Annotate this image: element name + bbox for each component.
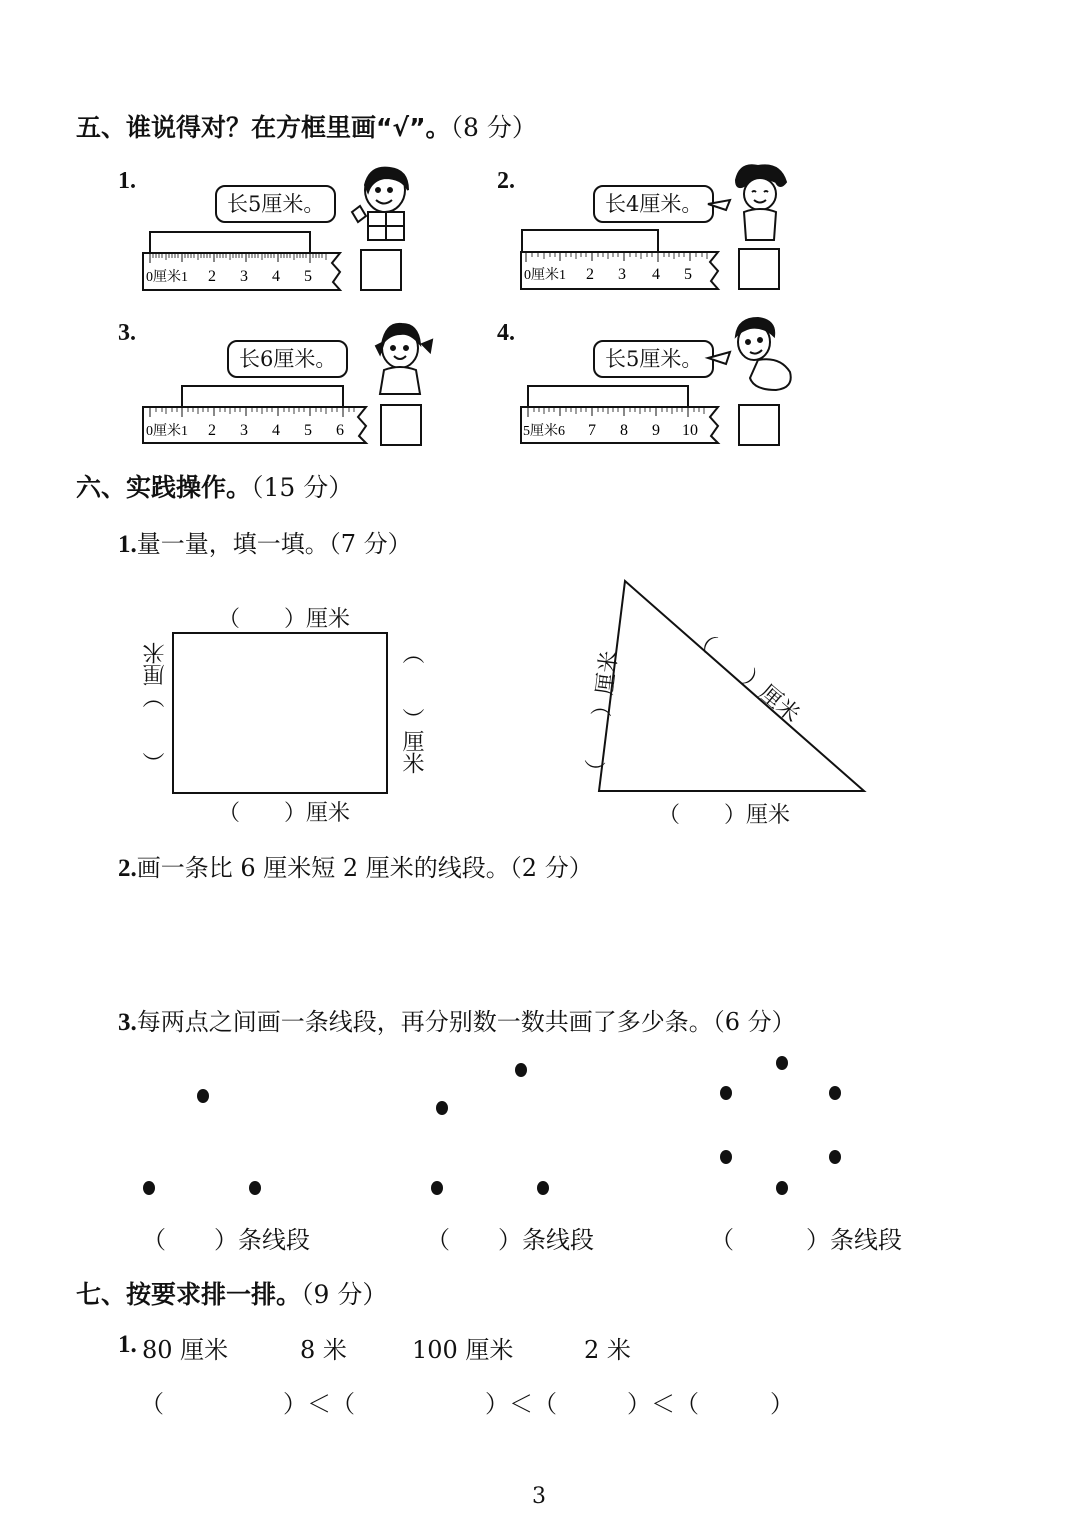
svg-text:6: 6 bbox=[336, 422, 344, 439]
order-slot-2[interactable] bbox=[345, 1384, 485, 1414]
q-number: 1. bbox=[118, 1331, 137, 1358]
group2-answer[interactable]: （ ）条线段 bbox=[426, 1226, 594, 1254]
q-number: 3. bbox=[118, 1009, 137, 1036]
speech-bubble: 长5厘米。 bbox=[215, 185, 336, 223]
svg-text:10: 10 bbox=[682, 422, 698, 439]
dot-group-1 bbox=[143, 1089, 261, 1195]
q-text: 画一条比 6 厘米短 2 厘米的线段。（2 分） bbox=[136, 854, 593, 882]
drawing-area[interactable] bbox=[118, 890, 918, 980]
svg-text:2: 2 bbox=[208, 422, 216, 439]
svg-text:3: 3 bbox=[240, 422, 248, 439]
svg-text:0厘米1: 0厘米1 bbox=[146, 270, 188, 285]
less-than-separator: ）＜（ bbox=[283, 1390, 355, 1418]
section6-q1 bbox=[118, 524, 412, 559]
less-than-separator: ）＜（ bbox=[485, 1390, 557, 1418]
speech-bubble: 长5厘米。 bbox=[593, 340, 714, 378]
q-text: 量一量，填一填。（7 分） bbox=[136, 530, 412, 558]
section7-q1-items bbox=[118, 1330, 137, 1359]
triangle-shape bbox=[590, 575, 875, 800]
length-item: 100 厘米 bbox=[412, 1336, 514, 1364]
svg-text:9: 9 bbox=[652, 422, 660, 439]
section5-heading bbox=[76, 108, 537, 144]
triangle-left-label[interactable]: （ ）厘米 bbox=[581, 649, 623, 784]
triangle-bottom-label[interactable]: （ ）厘米 bbox=[658, 803, 791, 828]
svg-text:5: 5 bbox=[304, 268, 312, 285]
less-than-separator: ）＜（ bbox=[627, 1390, 699, 1418]
section5-score: （8 分） bbox=[450, 113, 537, 142]
svg-text:0厘米1: 0厘米1 bbox=[146, 424, 188, 439]
svg-text:4: 4 bbox=[272, 422, 280, 439]
answer-checkbox[interactable] bbox=[360, 249, 402, 291]
item-number: 4. bbox=[497, 320, 515, 346]
girl-character-icon bbox=[736, 165, 786, 240]
item-number: 2. bbox=[497, 168, 515, 194]
boy-leaning-character-icon bbox=[736, 318, 791, 390]
dot-groups bbox=[0, 1040, 1080, 1210]
svg-text:2: 2 bbox=[586, 266, 594, 283]
section6-title: 六、实践操作。 bbox=[76, 473, 252, 502]
section7-title: 七、按要求排一排。 bbox=[76, 1280, 302, 1309]
order-slot-4[interactable] bbox=[690, 1384, 770, 1414]
length-item: 2 米 bbox=[584, 1336, 631, 1364]
order-slot-1[interactable] bbox=[162, 1384, 282, 1414]
svg-text:0厘米1: 0厘米1 bbox=[524, 268, 566, 283]
boy-character-icon bbox=[352, 168, 408, 240]
answer-checkbox[interactable] bbox=[738, 404, 780, 446]
svg-text:3: 3 bbox=[240, 268, 248, 285]
rectangle-shape bbox=[172, 632, 388, 794]
q-number: 1. bbox=[118, 531, 137, 558]
group1-answer[interactable]: （ ）条线段 bbox=[142, 1226, 310, 1254]
svg-text:4: 4 bbox=[652, 266, 660, 283]
triangle-hypotenuse-label[interactable]: （ ）厘米 bbox=[686, 623, 804, 728]
q-number: 2. bbox=[118, 855, 137, 882]
rect-left-label[interactable]: （ ）厘米 bbox=[143, 642, 168, 774]
girl-pigtails-character-icon bbox=[376, 324, 432, 394]
close-paren: ） bbox=[770, 1390, 794, 1418]
svg-text:7: 7 bbox=[588, 422, 596, 439]
svg-text:3: 3 bbox=[618, 266, 626, 283]
rect-right-label[interactable]: （ ）厘米 bbox=[399, 642, 424, 774]
item-number: 3. bbox=[118, 320, 136, 346]
section6-heading bbox=[76, 468, 353, 504]
dot-group-2 bbox=[431, 1063, 549, 1195]
section5-title: 五、谁说得对？在方框里画“√”。 bbox=[76, 113, 451, 142]
section6-score: （15 分） bbox=[251, 473, 354, 502]
section7-score: （9 分） bbox=[301, 1280, 388, 1309]
open-paren: （ bbox=[140, 1390, 164, 1418]
speech-bubble: 长4厘米。 bbox=[593, 185, 714, 223]
section6-q3 bbox=[118, 1002, 796, 1037]
section6-q2 bbox=[118, 848, 593, 883]
svg-text:5厘米6: 5厘米6 bbox=[523, 424, 565, 439]
svg-text:5: 5 bbox=[304, 422, 312, 439]
rect-bottom-label[interactable]: （ ）厘米 bbox=[218, 801, 351, 826]
svg-text:5: 5 bbox=[684, 266, 692, 283]
order-slot-3[interactable] bbox=[547, 1384, 627, 1414]
svg-text:4: 4 bbox=[272, 268, 280, 285]
rect-top-label[interactable]: （ ）厘米 bbox=[218, 607, 351, 632]
svg-text:8: 8 bbox=[620, 422, 628, 439]
svg-text:2: 2 bbox=[208, 268, 216, 285]
length-item: 80 厘米 bbox=[142, 1336, 229, 1364]
dot-group-3 bbox=[720, 1056, 841, 1195]
q-text: 每两点之间画一条线段，再分别数一数共画了多少条。（6 分） bbox=[136, 1008, 796, 1036]
group3-answer[interactable]: （ ）条线段 bbox=[710, 1226, 902, 1254]
section7-heading bbox=[76, 1275, 387, 1311]
page-number: 3 bbox=[532, 1484, 546, 1509]
speech-bubble: 长6厘米。 bbox=[227, 340, 348, 378]
answer-checkbox[interactable] bbox=[738, 248, 780, 290]
length-item: 8 米 bbox=[300, 1336, 347, 1364]
answer-checkbox[interactable] bbox=[380, 404, 422, 446]
item-number: 1. bbox=[118, 168, 136, 194]
